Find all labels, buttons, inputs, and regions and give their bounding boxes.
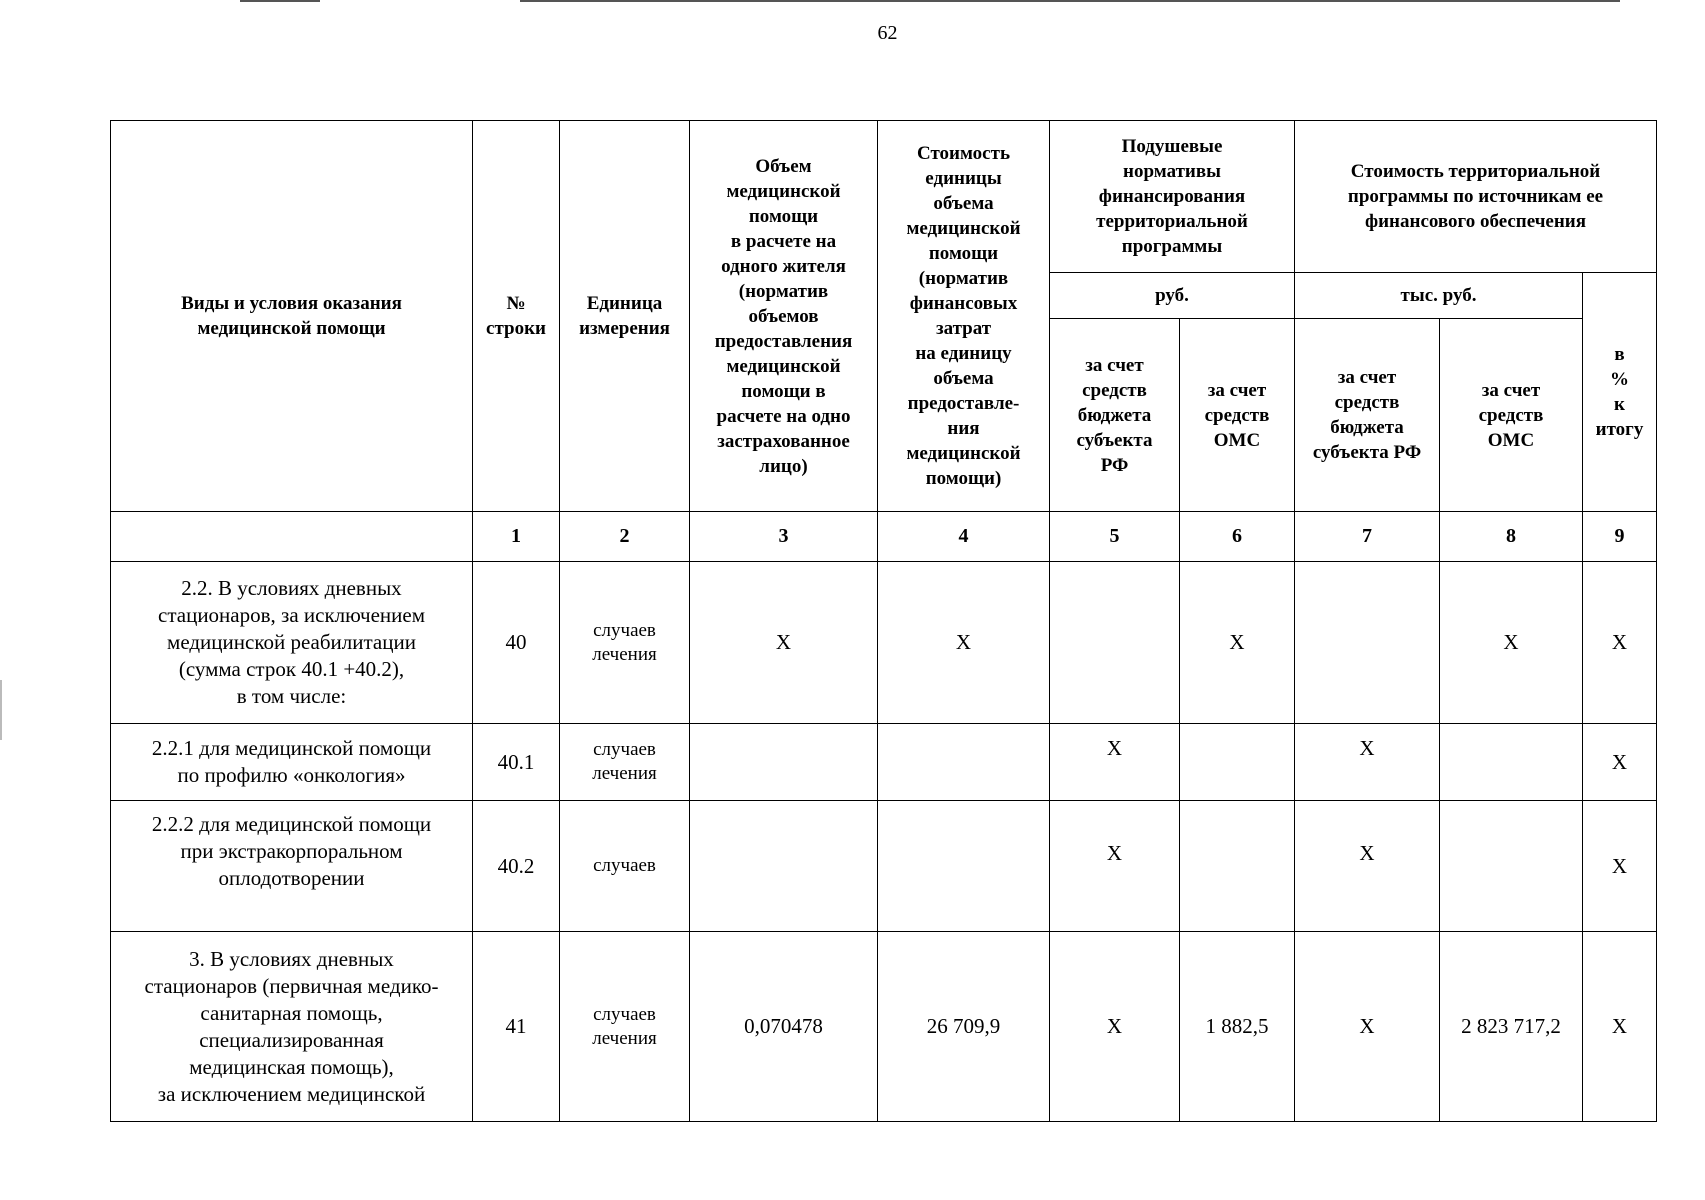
row-number: 41	[473, 932, 560, 1122]
header-program-cost-group: Стоимость территориальной программы по источникам ее финансового обеспечения	[1295, 121, 1657, 273]
column-number	[111, 512, 473, 562]
top-rule-right	[520, 0, 1620, 2]
cell-col5: X	[1050, 724, 1180, 801]
row-unit: случаев лечения	[560, 562, 690, 724]
row-number: 40.2	[473, 801, 560, 932]
header-unit: Единица измерения	[560, 121, 690, 512]
column-number: 2	[560, 512, 690, 562]
row-number: 40	[473, 562, 560, 724]
cell-col4: 26 709,9	[878, 932, 1050, 1122]
cell-col7: X	[1295, 801, 1440, 932]
cell-col6	[1180, 724, 1295, 801]
header-rub: руб.	[1050, 273, 1295, 319]
cell-col4	[878, 724, 1050, 801]
row-name: 2.2.1 для медицинской помощи по профилю «онкология»	[111, 724, 473, 801]
binding-mark	[0, 680, 2, 740]
cell-col5: X	[1050, 801, 1180, 932]
header-per-capita-group: Подушевые нормативы финансирования территориальной программы	[1050, 121, 1295, 273]
cell-col5: X	[1050, 932, 1180, 1122]
column-number: 1	[473, 512, 560, 562]
financing-table	[110, 120, 1657, 1122]
header-col6-oms: за счет средств ОМС	[1180, 319, 1295, 512]
column-number: 9	[1583, 512, 1657, 562]
cell-col9: X	[1583, 724, 1657, 801]
cell-col7: X	[1295, 724, 1440, 801]
cell-col8: 2 823 717,2	[1440, 932, 1583, 1122]
header-percent-of-total: в % к итогу	[1583, 273, 1657, 512]
header-col8-oms: за счет средств ОМС	[1440, 319, 1583, 512]
table-row	[111, 801, 1657, 932]
cell-col3: 0,070478	[690, 932, 878, 1122]
cell-col3: X	[690, 562, 878, 724]
cell-col5	[1050, 562, 1180, 724]
row-name: 3. В условиях дневных стационаров (первичная медико- санитарная помощь, специализированная медицинская помощь), за исключением медицинской	[111, 932, 473, 1122]
column-number: 7	[1295, 512, 1440, 562]
top-rule-left	[240, 0, 320, 2]
header-row-groups	[111, 121, 1657, 273]
column-numbers-row	[111, 512, 1657, 562]
column-number: 5	[1050, 512, 1180, 562]
header-unit-cost: Стоимость единицы объема медицинской помощи (норматив финансовых затрат на единицу объема предоставле- ния медицинской помощи)	[878, 121, 1050, 512]
cell-col4: X	[878, 562, 1050, 724]
header-col7-budget: за счет средств бюджета субъекта РФ	[1295, 319, 1440, 512]
cell-col6	[1180, 801, 1295, 932]
header-thousand-rub: тыс. руб.	[1295, 273, 1583, 319]
cell-col4	[878, 801, 1050, 932]
row-number: 40.1	[473, 724, 560, 801]
cell-col3	[690, 724, 878, 801]
table-row	[111, 932, 1657, 1122]
row-name: 2.2.2 для медицинской помощи при экстракорпоральном оплодотворении	[111, 801, 473, 932]
cell-col6: X	[1180, 562, 1295, 724]
cell-col8	[1440, 724, 1583, 801]
header-types-of-care: Виды и условия оказания медицинской помощи	[111, 121, 473, 512]
cell-col6: 1 882,5	[1180, 932, 1295, 1122]
cell-col9: X	[1583, 932, 1657, 1122]
page-number: 62	[877, 22, 898, 44]
row-unit: случаев лечения	[560, 724, 690, 801]
cell-col7: X	[1295, 932, 1440, 1122]
cell-col7	[1295, 562, 1440, 724]
table-row	[111, 724, 1657, 801]
header-volume: Объем медицинской помощи в расчете на одного жителя (норматив объемов предоставления медицинской помощи в расчете на одно застрахованное лицо)	[690, 121, 878, 512]
row-name: 2.2. В условиях дневных стационаров, за исключением медицинской реабилитации (сумма строк 40.1 +40.2), в том числе:	[111, 562, 473, 724]
column-number: 4	[878, 512, 1050, 562]
row-unit: случаев	[560, 801, 690, 932]
cell-col9: X	[1583, 562, 1657, 724]
header-col5-budget: за счет средств бюджета субъекта РФ	[1050, 319, 1180, 512]
column-number: 8	[1440, 512, 1583, 562]
cell-col3	[690, 801, 878, 932]
table-row	[111, 562, 1657, 724]
cell-col8	[1440, 801, 1583, 932]
cell-col8: X	[1440, 562, 1583, 724]
column-number: 3	[690, 512, 878, 562]
column-number: 6	[1180, 512, 1295, 562]
header-row-number: № строки	[473, 121, 560, 512]
cell-col9: X	[1583, 801, 1657, 932]
row-unit: случаев лечения	[560, 932, 690, 1122]
